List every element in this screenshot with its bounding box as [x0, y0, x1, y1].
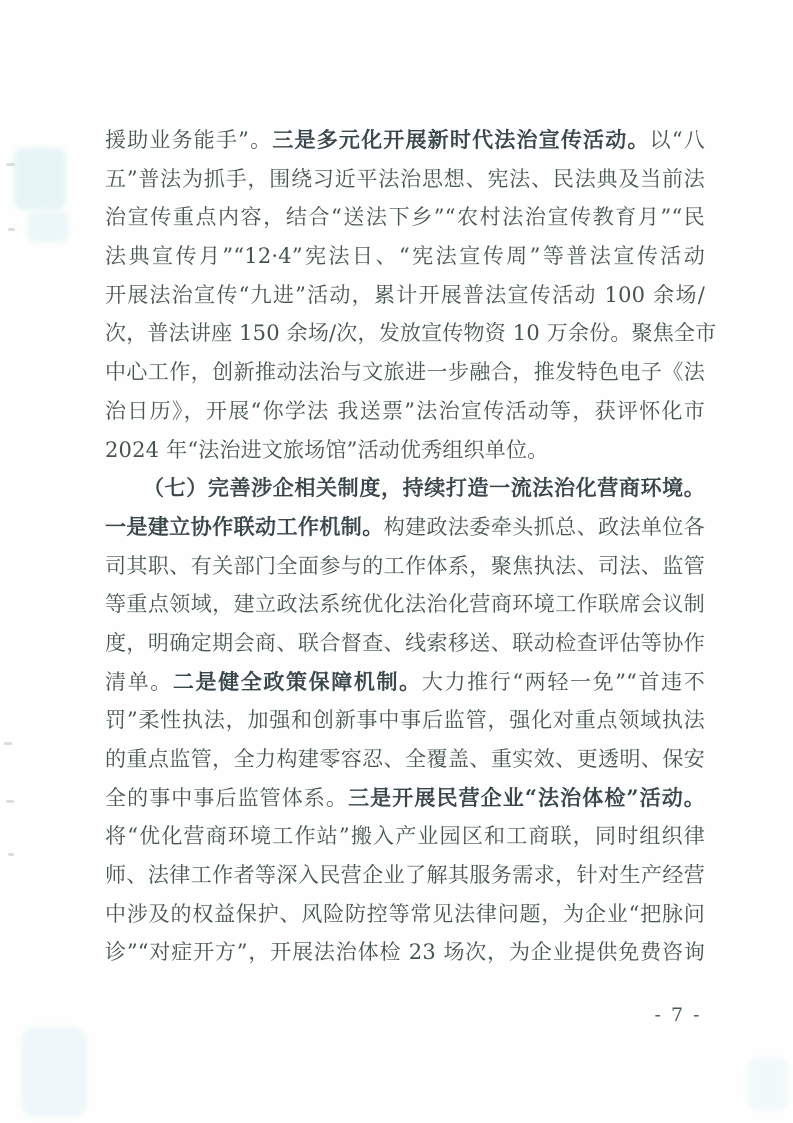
text-segment: 的重点监管，全力构建零容忍、全覆盖、重实效、更透明、保安: [105, 747, 705, 771]
scan-artifact: [748, 1058, 788, 1110]
text-segment: 以“八: [649, 128, 705, 152]
text-line: [105, 353, 705, 392]
text-segment-bold: 三是开展民营企业“法治体检”活动。: [348, 784, 705, 810]
text-segment: 援助业务能手”。: [105, 128, 273, 152]
text-line: [105, 314, 717, 353]
scan-artifact: [22, 1028, 86, 1116]
text-line: [105, 469, 705, 508]
scan-edge-mark: [8, 853, 14, 856]
scan-edge-mark: [4, 742, 12, 745]
scan-edge-mark: [8, 228, 15, 231]
scan-edge-mark: [6, 163, 15, 166]
text-segment: 全的事中事后监管体系。: [105, 785, 349, 810]
text-line: [105, 160, 705, 199]
scan-artifact: [14, 148, 66, 210]
text-segment: 等重点领域，建立政法系统优化法治化营商环境工作联席会议制: [105, 592, 705, 617]
text-segment-bold: （七）完善涉企相关制度，持续打造一流法治化营商环境。: [143, 475, 705, 501]
page-number: - 7 -: [654, 1004, 702, 1026]
text-segment: 五”普法为抓手，围绕习近平法治思想、宪法、民法典及当前法: [105, 166, 705, 191]
text-segment: 清单。: [105, 669, 173, 694]
scan-artifact: [28, 212, 68, 242]
text-block: [105, 121, 717, 972]
text-segment: 治日历》，开展“你学法 我送票”法治宣传活动等，获评怀化市: [105, 398, 705, 423]
text-segment: 司其职、有关部门全面参与的工作体系，聚焦执法、司法、监管: [105, 553, 705, 578]
text-line: [105, 933, 705, 972]
text-segment: 诊”“对症开方”，开展法治体检 23 场次，为企业提供免费咨询: [105, 940, 705, 965]
text-segment: 开展法治宣传“九进”活动，累计开展普法宣传活动 100 余场/: [105, 282, 705, 307]
text-segment: 师、法律工作者等深入民营企业了解其服务需求，针对生产经营: [105, 863, 705, 888]
text-line: [105, 740, 705, 779]
text-segment: 次，普法讲座 150 余场/次，发放宣传物资 10 万余份。聚焦全市: [105, 321, 717, 346]
text-line: [105, 779, 705, 818]
text-segment: 将“优化营商环境工作站”搬入产业园区和工商联，同时组织律: [105, 824, 705, 849]
text-line: [105, 817, 705, 856]
text-line: [105, 701, 705, 740]
text-line: [105, 431, 705, 470]
text-segment: 度，明确定期会商、联合督查、线索移送、联动检查评估等协作: [105, 630, 705, 655]
text-segment-bold: 三是多元化开展新时代法治宣传活动。: [272, 127, 650, 152]
text-line: [105, 547, 705, 586]
text-segment: 治宣传重点内容，结合“送法下乡”“农村法治宣传教育月”“民: [105, 205, 705, 230]
text-line: [105, 856, 705, 895]
text-segment: 构建政法委牵头抓总、政法单位各: [383, 514, 705, 539]
text-segment: 2024 年“法治进文旅场馆”活动优秀组织单位。: [105, 437, 549, 462]
text-segment: 罚”柔性执法，加强和创新事中事后监管，强化对重点领域执法: [105, 708, 705, 733]
text-line: [105, 585, 705, 624]
scan-edge-mark: [6, 800, 14, 803]
text-segment: 大力推行“两轻一免”“首违不: [421, 669, 705, 694]
text-segment: 法典宣传月”“12·4”宪法日、“宪法宣传周”等普法宣传活动: [105, 244, 705, 269]
text-line: [105, 624, 705, 663]
text-segment-bold: 一是建立协作联动工作机制。: [105, 513, 384, 539]
text-line: [105, 508, 705, 547]
text-line: [105, 237, 705, 276]
text-line: [105, 276, 705, 315]
text-line: [105, 392, 705, 431]
text-line: [105, 198, 705, 237]
text-line: [105, 895, 705, 934]
text-segment-bold: 二是健全政策保障机制。: [172, 668, 422, 694]
text-segment: 中心工作，创新推动法治与文旅进一步融合，推发特色电子《法: [105, 360, 705, 385]
text-line: [105, 663, 705, 702]
text-line: [105, 121, 705, 160]
text-segment: 中涉及的权益保护、风险防控等常见法律问题，为企业“把脉问: [105, 901, 705, 926]
